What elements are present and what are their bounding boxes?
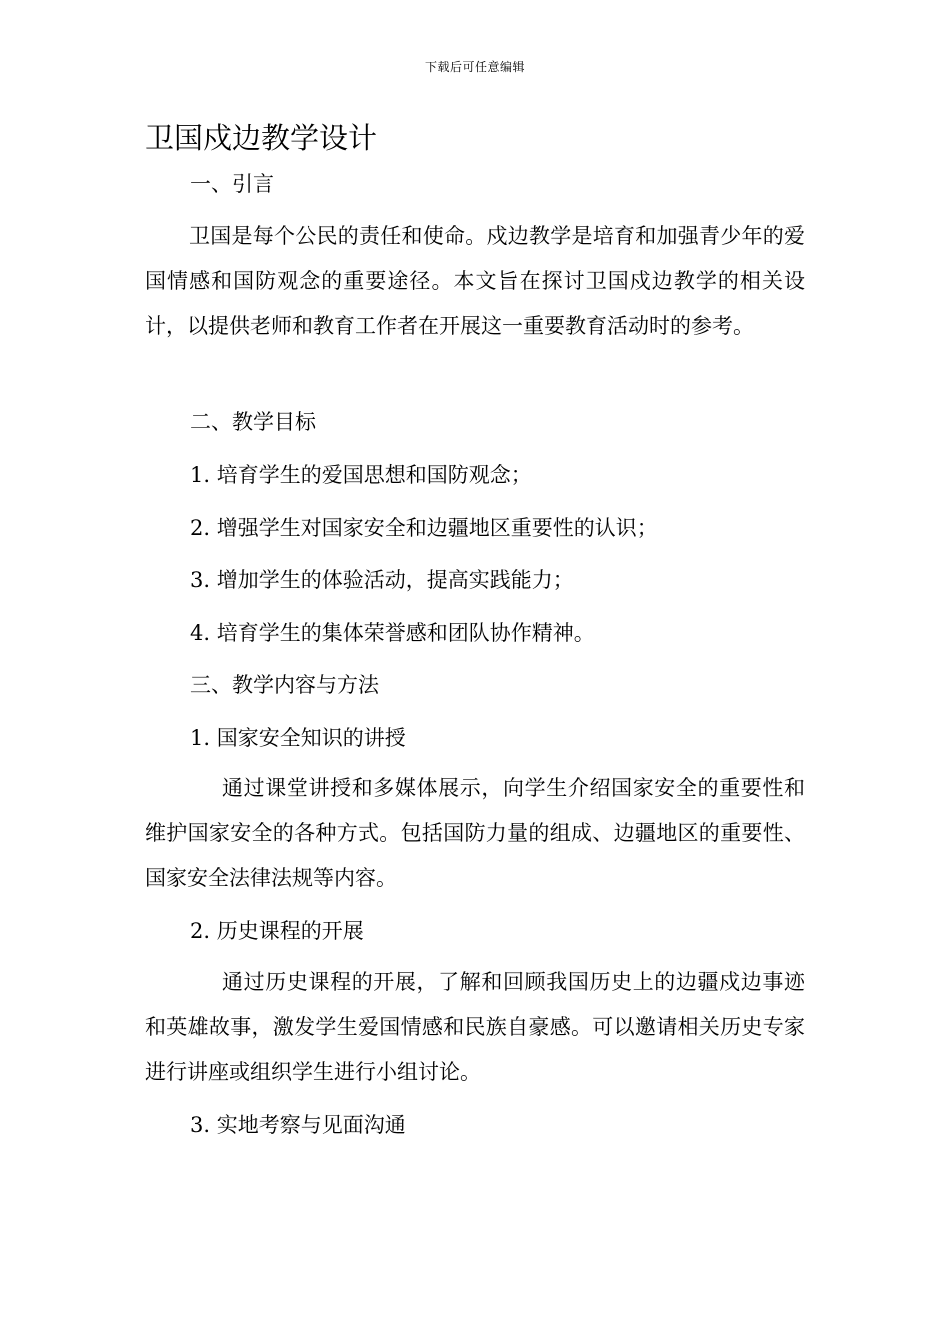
goal-item: 3. 增加学生的体验活动，提高实践能力； <box>190 568 574 592</box>
content-item-heading: 2. 历史课程的开展 <box>190 919 364 943</box>
content-item-body: 通过历史课程的开展，了解和回顾我国历史上的边疆戍边事迹和英雄故事，激发学生爱国情感和民族自豪感。可以邀请相关历史专家进行讲座或组织学生进行小组讨论。 <box>145 970 805 1084</box>
section-heading-content: 三、教学内容与方法 <box>190 673 379 697</box>
section-heading-intro: 一、引言 <box>190 172 274 196</box>
goal-item: 4. 培育学生的集体荣誉感和团队协作精神。 <box>190 621 595 645</box>
content-item-heading: 3. 实地考察与见面沟通 <box>190 1113 406 1137</box>
section-heading-goals: 二、教学目标 <box>190 410 316 434</box>
goal-item: 2. 增强学生对国家安全和边疆地区重要性的认识； <box>190 516 658 540</box>
goal-item: 1. 培育学生的爱国思想和国防观念； <box>190 463 532 487</box>
header-note: 下载后可任意编辑 <box>424 60 525 74</box>
page-title: 卫国戍边教学设计 <box>145 121 378 155</box>
content-item-body: 通过课堂讲授和多媒体展示，向学生介绍国家安全的重要性和维护国家安全的各种方式。包括国防力量的组成、边疆地区的重要性、国家安全法律法规等内容。 <box>145 776 805 890</box>
intro-paragraph: 卫国是每个公民的责任和使命。戍边教学是培育和加强青少年的爱国情感和国防观念的重要途径。本文旨在探讨卫国戍边教学的相关设计，以提供老师和教育工作者在开展这一重要教育活动时的参考。 <box>145 224 805 338</box>
content-item-heading: 1. 国家安全知识的讲授 <box>190 726 406 750</box>
